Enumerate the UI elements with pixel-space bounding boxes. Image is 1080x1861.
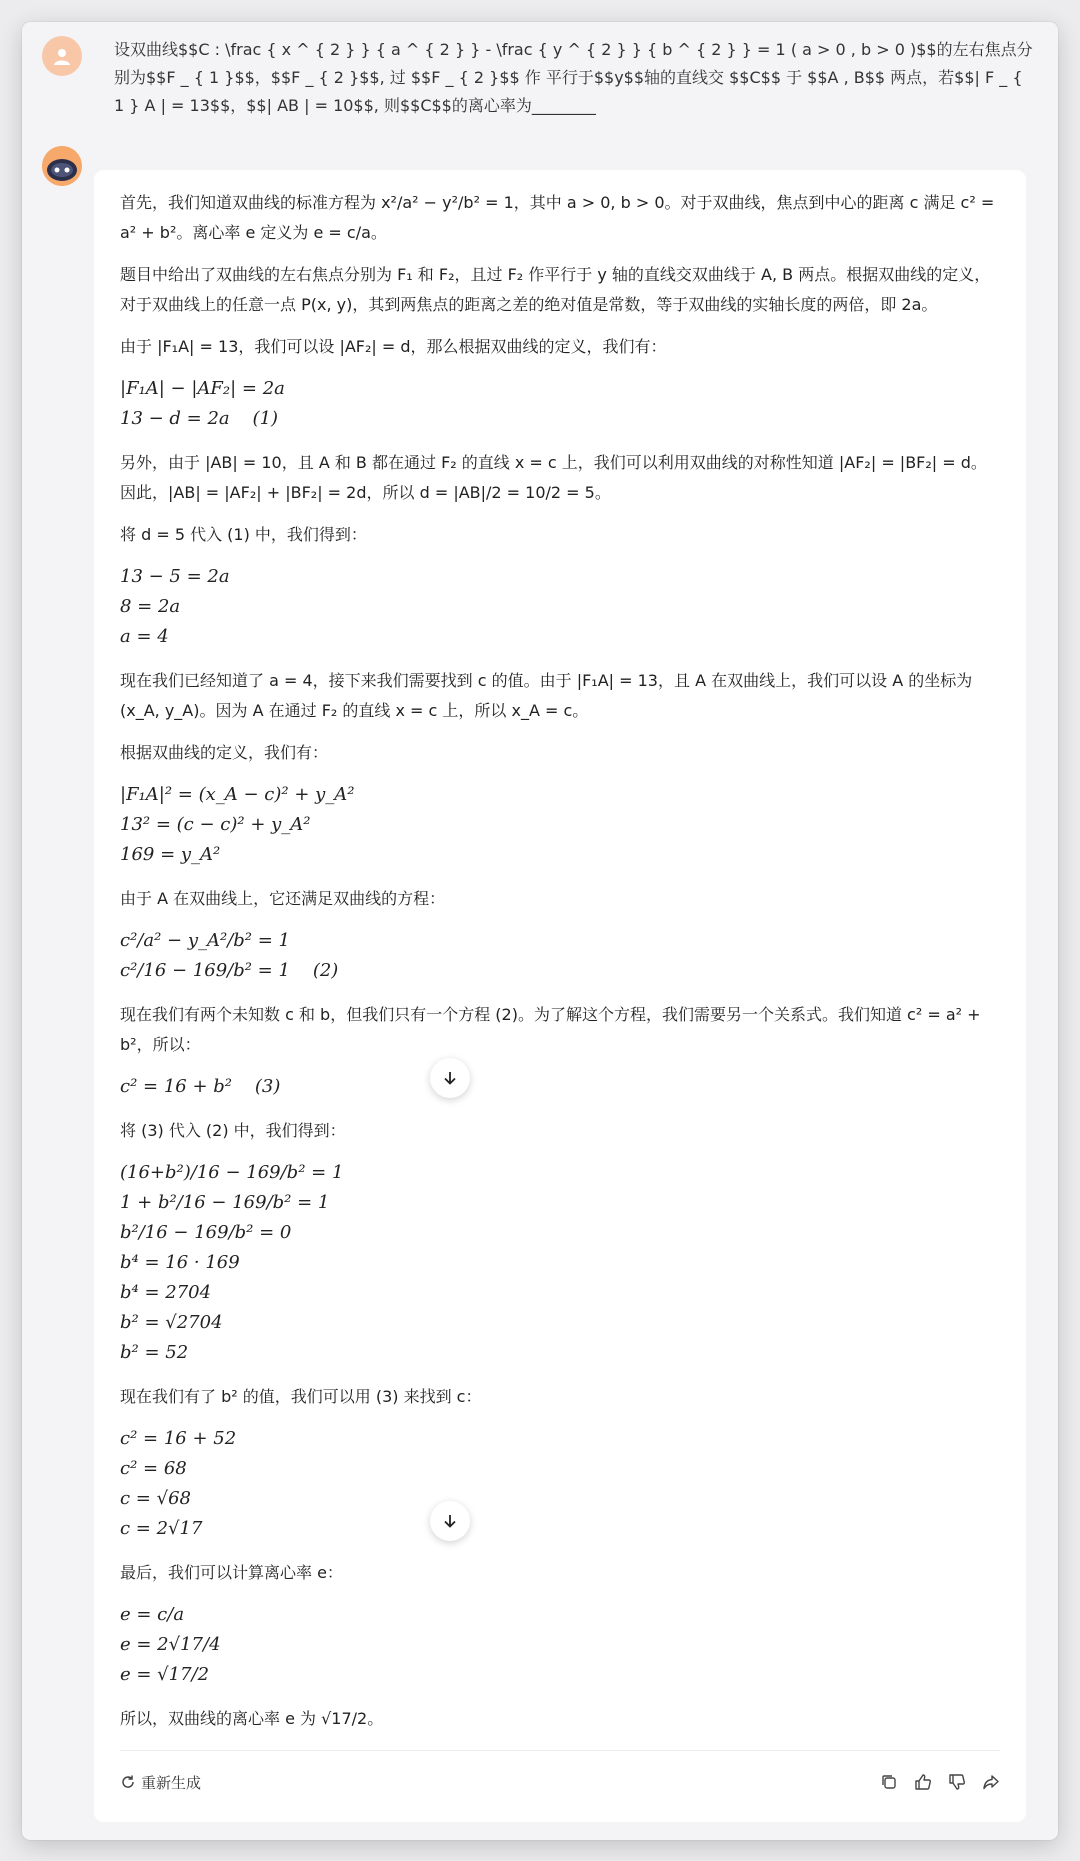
equation-line: (16+b²)/16 − 169/b² = 1 [120,1162,344,1183]
answer-paragraph: 将 d = 5 代入 (1) 中，我们得到： [120,525,367,544]
equation-line: c²/a² − y_A²/b² = 1 [120,930,290,951]
answer-paragraph: 根据双曲线的定义，我们有： [120,743,329,762]
answer-paragraph: 由于 A 在双曲线上，它还满足双曲线的方程： [120,889,446,908]
equation-line: b⁴ = 2704 [120,1282,212,1303]
user-avatar-icon [42,36,82,76]
answer-content [94,170,1026,1734]
equation-block [120,1424,1000,1544]
user-message-row [42,36,1038,120]
answer-card [94,170,1026,1822]
answer-actions [880,1773,1000,1791]
answer-paragraph: 所以，双曲线的离心率 e 为 √17/2。 [120,1709,384,1728]
chat-window [22,22,1058,1840]
answer-paragraph: 现在我们有了 b² 的值，我们可以用 (3) 来找到 c： [120,1387,482,1406]
equation-line: 13 − 5 = 2a [120,566,230,587]
arrow-down-icon [442,1513,458,1529]
thumbs-down-icon[interactable] [948,1773,966,1791]
answer-footer [120,1767,1000,1797]
equation-line: e = √17/2 [120,1664,210,1685]
scroll-down-button[interactable] [430,1501,470,1541]
equation-line: 169 = y_A² [120,844,221,865]
equation-line: c = 2√17 [120,1518,203,1539]
equation-line: c² = 68 [120,1458,187,1479]
equation-line: b⁴ = 16 · 169 [120,1252,240,1273]
copy-icon[interactable] [880,1773,898,1791]
regenerate-button[interactable] [120,1772,201,1793]
answer-paragraph: 现在我们有两个未知数 c 和 b，但我们只有一个方程 (2)。为了解这个方程，我们需要另一个关系式。我们知道 c² = a² + b²，所以： [120,1005,981,1054]
answer-paragraph: 最后，我们可以计算离心率 e： [120,1563,343,1582]
equation-line: c² = 16 + b² (3) [120,1076,281,1097]
equation-line: 1 + b²/16 − 169/b² = 1 [120,1192,330,1213]
answer-paragraph: 题目中给出了双曲线的左右焦点分别为 F₁ 和 F₂，且过 F₂ 作平行于 y 轴的直线交双曲线于 A, B 两点。根据双曲线的定义，对于双曲线上的任意一点 P(x, y)，其到两焦点的距离之差的绝对值是常数，等于双曲线的实轴长度的两倍，即 2a。 [120,265,991,314]
equation-line: 8 = 2a [120,596,181,617]
regenerate-label: 重新生成 [141,1773,202,1792]
equation-line: b² = 52 [120,1342,189,1363]
equation-block [120,1072,1000,1102]
equation-line: b² = √2704 [120,1312,223,1333]
equation-line: 13² = (c − c)² + y_A² [120,814,311,835]
equation-line: c = √68 [120,1488,191,1509]
equation-block [120,926,1000,986]
scroll-down-button[interactable] [430,1058,470,1098]
equation-line: a = 4 [120,626,169,647]
arrow-down-icon [442,1070,458,1086]
equation-block [120,1600,1000,1690]
equation-line: c² = 16 + 52 [120,1428,237,1449]
footer-divider [120,1750,1000,1751]
user-message-text: 设双曲线$$C : \frac { x ^ { 2 } } { a ^ { 2 } } - \frac { y ^ { 2 } } { b ^ { 2 } } = 1 ( a > 0 , b > 0 )$$的左右焦点分别为$$F _ { 1 }$$，$$F _ { 2 }$$, 过 $$F _ { 2 }$$ 作 平行于$$y$$轴的直线交 $$C$$ 于 $$A , B$$ 两点，若$$| F _ { 1 } A | = 13$$，$$| AB | = 10$$, 则$$C$$的离心率为________ [114,40,1033,115]
equation-line: c²/16 − 169/b² = 1 (2) [120,960,339,981]
equation-block [120,1158,1000,1368]
answer-paragraph: 将 (3) 代入 (2) 中，我们得到： [120,1121,346,1140]
answer-paragraph: 首先，我们知道双曲线的标准方程为 x²/a² − y²/b² = 1，其中 a > 0, b > 0。对于双曲线，焦点到中心的距离 c 满足 c² = a² + b²。离心率 e 定义为 e = c/a。 [120,193,995,242]
equation-line: |F₁A| − |AF₂| = 2a [120,378,285,399]
equation-line: e = c/a [120,1604,185,1625]
answer-paragraph: 由于 |F₁A| = 13，我们可以设 |AF₂| = d，那么根据双曲线的定义，我们有： [120,337,667,356]
equation-line: |F₁A|² = (x_A − c)² + y_A² [120,784,355,805]
refresh-icon [120,1774,136,1790]
equation-block [120,780,1000,870]
equation-line: 13 − d = 2a (1) [120,408,279,429]
equation-line: b²/16 − 169/b² = 0 [120,1222,292,1243]
thumbs-up-icon[interactable] [914,1773,932,1791]
answer-paragraph: 现在我们已经知道了 a = 4，接下来我们需要找到 c 的值。由于 |F₁A| = 13，且 A 在双曲线上，我们可以设 A 的坐标为 (x_A, y_A)。因为 A 在通过 F₂ 的直线 x = c 上，所以 x_A = c。 [120,671,973,720]
share-icon[interactable] [982,1773,1000,1791]
equation-block [120,374,1000,434]
bot-avatar-icon [42,146,82,186]
equation-block [120,562,1000,652]
equation-line: e = 2√17/4 [120,1634,221,1655]
answer-paragraph: 另外，由于 |AB| = 10，且 A 和 B 都在通过 F₂ 的直线 x = c 上，我们可以利用双曲线的对称性知道 |AF₂| = |BF₂| = d。因此，|AB| = |AF₂| + |BF₂| = 2d，所以 d = |AB|/2 = 10/2 = 5。 [120,453,987,502]
